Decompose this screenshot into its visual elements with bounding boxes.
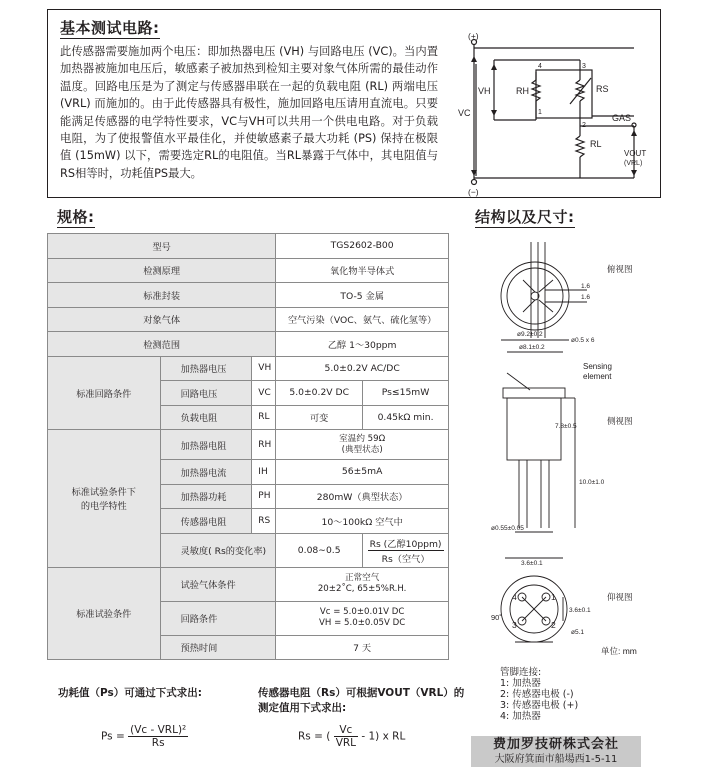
circuit-minus-label: (−) (468, 187, 479, 197)
dim-height: 7.8±0.5 (555, 423, 577, 430)
sensor-resistance-value: 10～100kΩ 空气中 (276, 509, 449, 534)
rs-numerator: Vc (334, 724, 358, 737)
load-resistance-label: 负载电阻 (160, 405, 252, 430)
dim-pcd: ø5.1 (571, 629, 585, 636)
test-cond-group: 标准试验条件 (48, 567, 161, 660)
preheat-label: 预热时间 (160, 635, 276, 660)
pin-3: 3: 传感器电极 (+) (500, 700, 579, 711)
package-label: 标准封装 (48, 283, 276, 308)
test-circuit-value (276, 601, 449, 635)
sensitivity-ratio (363, 533, 449, 567)
model-value: TGS2602-B00 (276, 234, 449, 259)
basic-circuit-paragraph: 此传感器需要施加两个电压：即加热器电压 (VH) 与回路电压 (VC)。当内置加热器被施加电压后，敏感素子被加热到检知主要对象气体所需的最佳动作温度。回路电压是为了测定与传感器串联在一起的负载电阻 (RL) 两端电压 (VRL) 而施加的。由于此传感器具有极性，施加回路电压请用直流电。只要能满足传感器的电学特性要求，VC与VH可以共用一个供电电路。对于负载电阻，为了使报警值水平最佳化，并使敏感素子最大功耗 (PS) 保持在极限值 (15mW) 以下，需要选定RL的电阻值。当RL暴露于气体中，其电阻值与RS相等时，功耗值PS最大。 (60, 45, 438, 180)
sensing-element-line1: Sensing (583, 362, 612, 371)
test-circuit-line2: VH = 5.0±0.05V DC (319, 618, 406, 628)
bottom-view-label: 仰视图 (607, 592, 633, 602)
table-row (48, 307, 449, 332)
test-circuit-diagram (454, 28, 654, 200)
circuit-rl-label: RL (590, 139, 602, 149)
table-row (48, 356, 449, 381)
test-gas-line1: 正常空气 (344, 573, 380, 583)
sensitivity-label: 灵敏度( Rs的变化率) (160, 533, 276, 567)
circuit-pin3: 3 (582, 63, 586, 70)
sensing-element-line2: element (583, 372, 612, 381)
angle-label: 90˚ (491, 613, 502, 622)
load-resistance-min: 0.45kΩ min. (363, 405, 449, 430)
preheat-value: 7 天 (276, 635, 449, 660)
pin-1: 1: 加热器 (500, 678, 541, 689)
elec-group-line2: 的电学特性 (80, 501, 127, 513)
power-formula (101, 724, 188, 749)
rs-lhs: Rs = ( (298, 730, 331, 743)
circuit-rs-label: RS (596, 84, 609, 94)
heater-resistance-line2: (典型状态) (341, 444, 383, 455)
circuit-pin2: 2 (582, 122, 586, 129)
structure-drawing (475, 228, 665, 668)
heater-current-label: 加热器电流 (160, 460, 252, 485)
sensor-resistance-label: 传感器电阻 (160, 509, 252, 534)
unit-label: 单位: mm (601, 646, 637, 656)
heater-power-label: 加热器功耗 (160, 484, 252, 509)
circuit-voltage-limit: Ps≤15mW (363, 381, 449, 406)
dim-inner-diameter: ø8.1±0.2 (519, 344, 545, 351)
spec-table (47, 233, 449, 660)
sensor-resistance-symbol: RS (252, 509, 276, 534)
bottom-pin-4: 4 (512, 592, 517, 602)
principle-label: 检测原理 (48, 258, 276, 283)
rs-formula-intro-1: 传感器电阻（Rs）可根据VOUT（VRL）的 (258, 687, 465, 699)
dim-pitch-a: 3.6±0.1 (521, 560, 543, 567)
heater-voltage-value: 5.0±0.2V AC/DC (276, 356, 449, 381)
heater-current-symbol: IH (252, 460, 276, 485)
rs-fraction (334, 724, 358, 749)
model-label: 型号 (48, 234, 276, 259)
basic-circuit-title: 基本测试电路: (60, 19, 160, 37)
top-view-label: 俯视图 (607, 264, 633, 274)
load-resistance-value: 可变 (276, 405, 363, 430)
heater-resistance-symbol: RH (252, 430, 276, 460)
dim-lead-diameter: ø0.55±0.05 (491, 525, 524, 532)
test-gas-label: 试验气体条件 (160, 567, 276, 601)
heater-voltage-symbol: VH (252, 356, 276, 381)
spec-title: 规格: (57, 208, 95, 226)
dim-1-6-a: 1.6 (581, 283, 591, 290)
table-row (48, 430, 449, 460)
dim-lead-length: 10.0±1.0 (579, 479, 605, 486)
test-circuit-label: 回路条件 (160, 601, 276, 635)
rs-formula (298, 724, 405, 749)
rs-formula-intro-2: 测定值用下式求出: (258, 702, 347, 714)
company-address: 大阪府箕面市船場西1-5-11 (494, 754, 618, 765)
dim-pin-diameter: ø0.5 x 6 (571, 337, 595, 344)
circuit-voltage-value: 5.0±0.2V DC (276, 381, 363, 406)
circuit-vout-label: VOUT (624, 149, 647, 158)
elec-group-line1: 标准试验条件下 (71, 487, 136, 499)
dim-1-6-b: 1.6 (581, 294, 591, 301)
pin-2: 2: 传感器电极 (-) (500, 689, 574, 700)
pin-4: 4: 加热器 (500, 711, 541, 722)
heater-resistance-line1: 室温约 59Ω (339, 433, 386, 444)
test-gas-line2: 20±2˚C, 65±5%R.H. (317, 584, 407, 594)
structure-title: 结构以及尺寸: (475, 208, 575, 226)
sensitivity-fraction (368, 536, 444, 565)
ps-lhs: Ps = (101, 730, 125, 743)
elec-char-group (48, 430, 161, 568)
dim-pitch-b: 3.6±0.1 (569, 607, 591, 614)
circuit-rh-label: RH (516, 86, 529, 96)
circuit-vh-label: VH (478, 86, 491, 96)
principle-value: 氧化物半导体式 (276, 258, 449, 283)
target-gas-value: 空气污染（VOC、氨气、硫化氢等） (276, 307, 449, 332)
table-row (48, 283, 449, 308)
circuit-vrl-label: (VRL) (624, 160, 643, 167)
sensitivity-denominator: Rs（空气） (381, 553, 430, 565)
sensitivity-value: 0.08∼0.5 (276, 533, 363, 567)
power-formula-intro: 功耗值（Ps）可通过下式求出: (58, 687, 202, 699)
test-gas-value (276, 567, 449, 601)
bottom-pin-3: 3 (512, 620, 517, 630)
ps-fraction (128, 724, 188, 749)
heater-voltage-label: 加热器电压 (160, 356, 252, 381)
test-circuit-line1: Vc = 5.0±0.01V DC (319, 607, 405, 617)
range-label: 检测范围 (48, 332, 276, 357)
heater-current-value: 56±5mA (276, 460, 449, 485)
pin-connection-list (500, 667, 578, 722)
range-value: 乙醇 1～30ppm (276, 332, 449, 357)
company-name: 费加罗技研株式会社 (492, 737, 619, 752)
pin-connection-title: 管脚连接: (500, 667, 542, 678)
circuit-plus-label: (+) (468, 31, 479, 41)
circuit-voltage-symbol: VC (252, 381, 276, 406)
table-row (48, 332, 449, 357)
circuit-pin4: 4 (538, 63, 542, 70)
heater-resistance-label: 加热器电阻 (160, 430, 252, 460)
load-resistance-symbol: RL (252, 405, 276, 430)
table-row (48, 258, 449, 283)
sensitivity-numerator: Rs (乙醇10ppm) (368, 536, 444, 551)
company-footer (471, 736, 641, 767)
rs-rhs: - 1) x RL (361, 730, 406, 743)
heater-power-symbol: PH (252, 484, 276, 509)
circuit-voltage-label: 回路电压 (160, 381, 252, 406)
circuit-gas-label: GAS (612, 113, 632, 123)
heater-resistance-value (276, 430, 449, 460)
ps-denominator: Rs (151, 737, 165, 749)
circuit-pin1: 1 (538, 109, 542, 116)
bottom-pin-2: 2 (551, 620, 556, 630)
ps-numerator: (Vc - VRL)² (130, 724, 187, 736)
rs-denominator: VRL (335, 737, 357, 749)
circuit-vc-label: VC (458, 108, 471, 118)
side-view-label: 侧视图 (607, 416, 633, 426)
table-row (48, 234, 449, 259)
heater-power-value: 280mW（典型状态） (276, 484, 449, 509)
std-circuit-group: 标准回路条件 (48, 356, 161, 430)
target-gas-label: 对象气体 (48, 307, 276, 332)
table-row (48, 567, 449, 601)
package-value: TO-5 金属 (276, 283, 449, 308)
dim-outer-diameter: ø9.2±0.2 (517, 331, 543, 338)
bottom-pin-1: 1 (551, 592, 556, 602)
